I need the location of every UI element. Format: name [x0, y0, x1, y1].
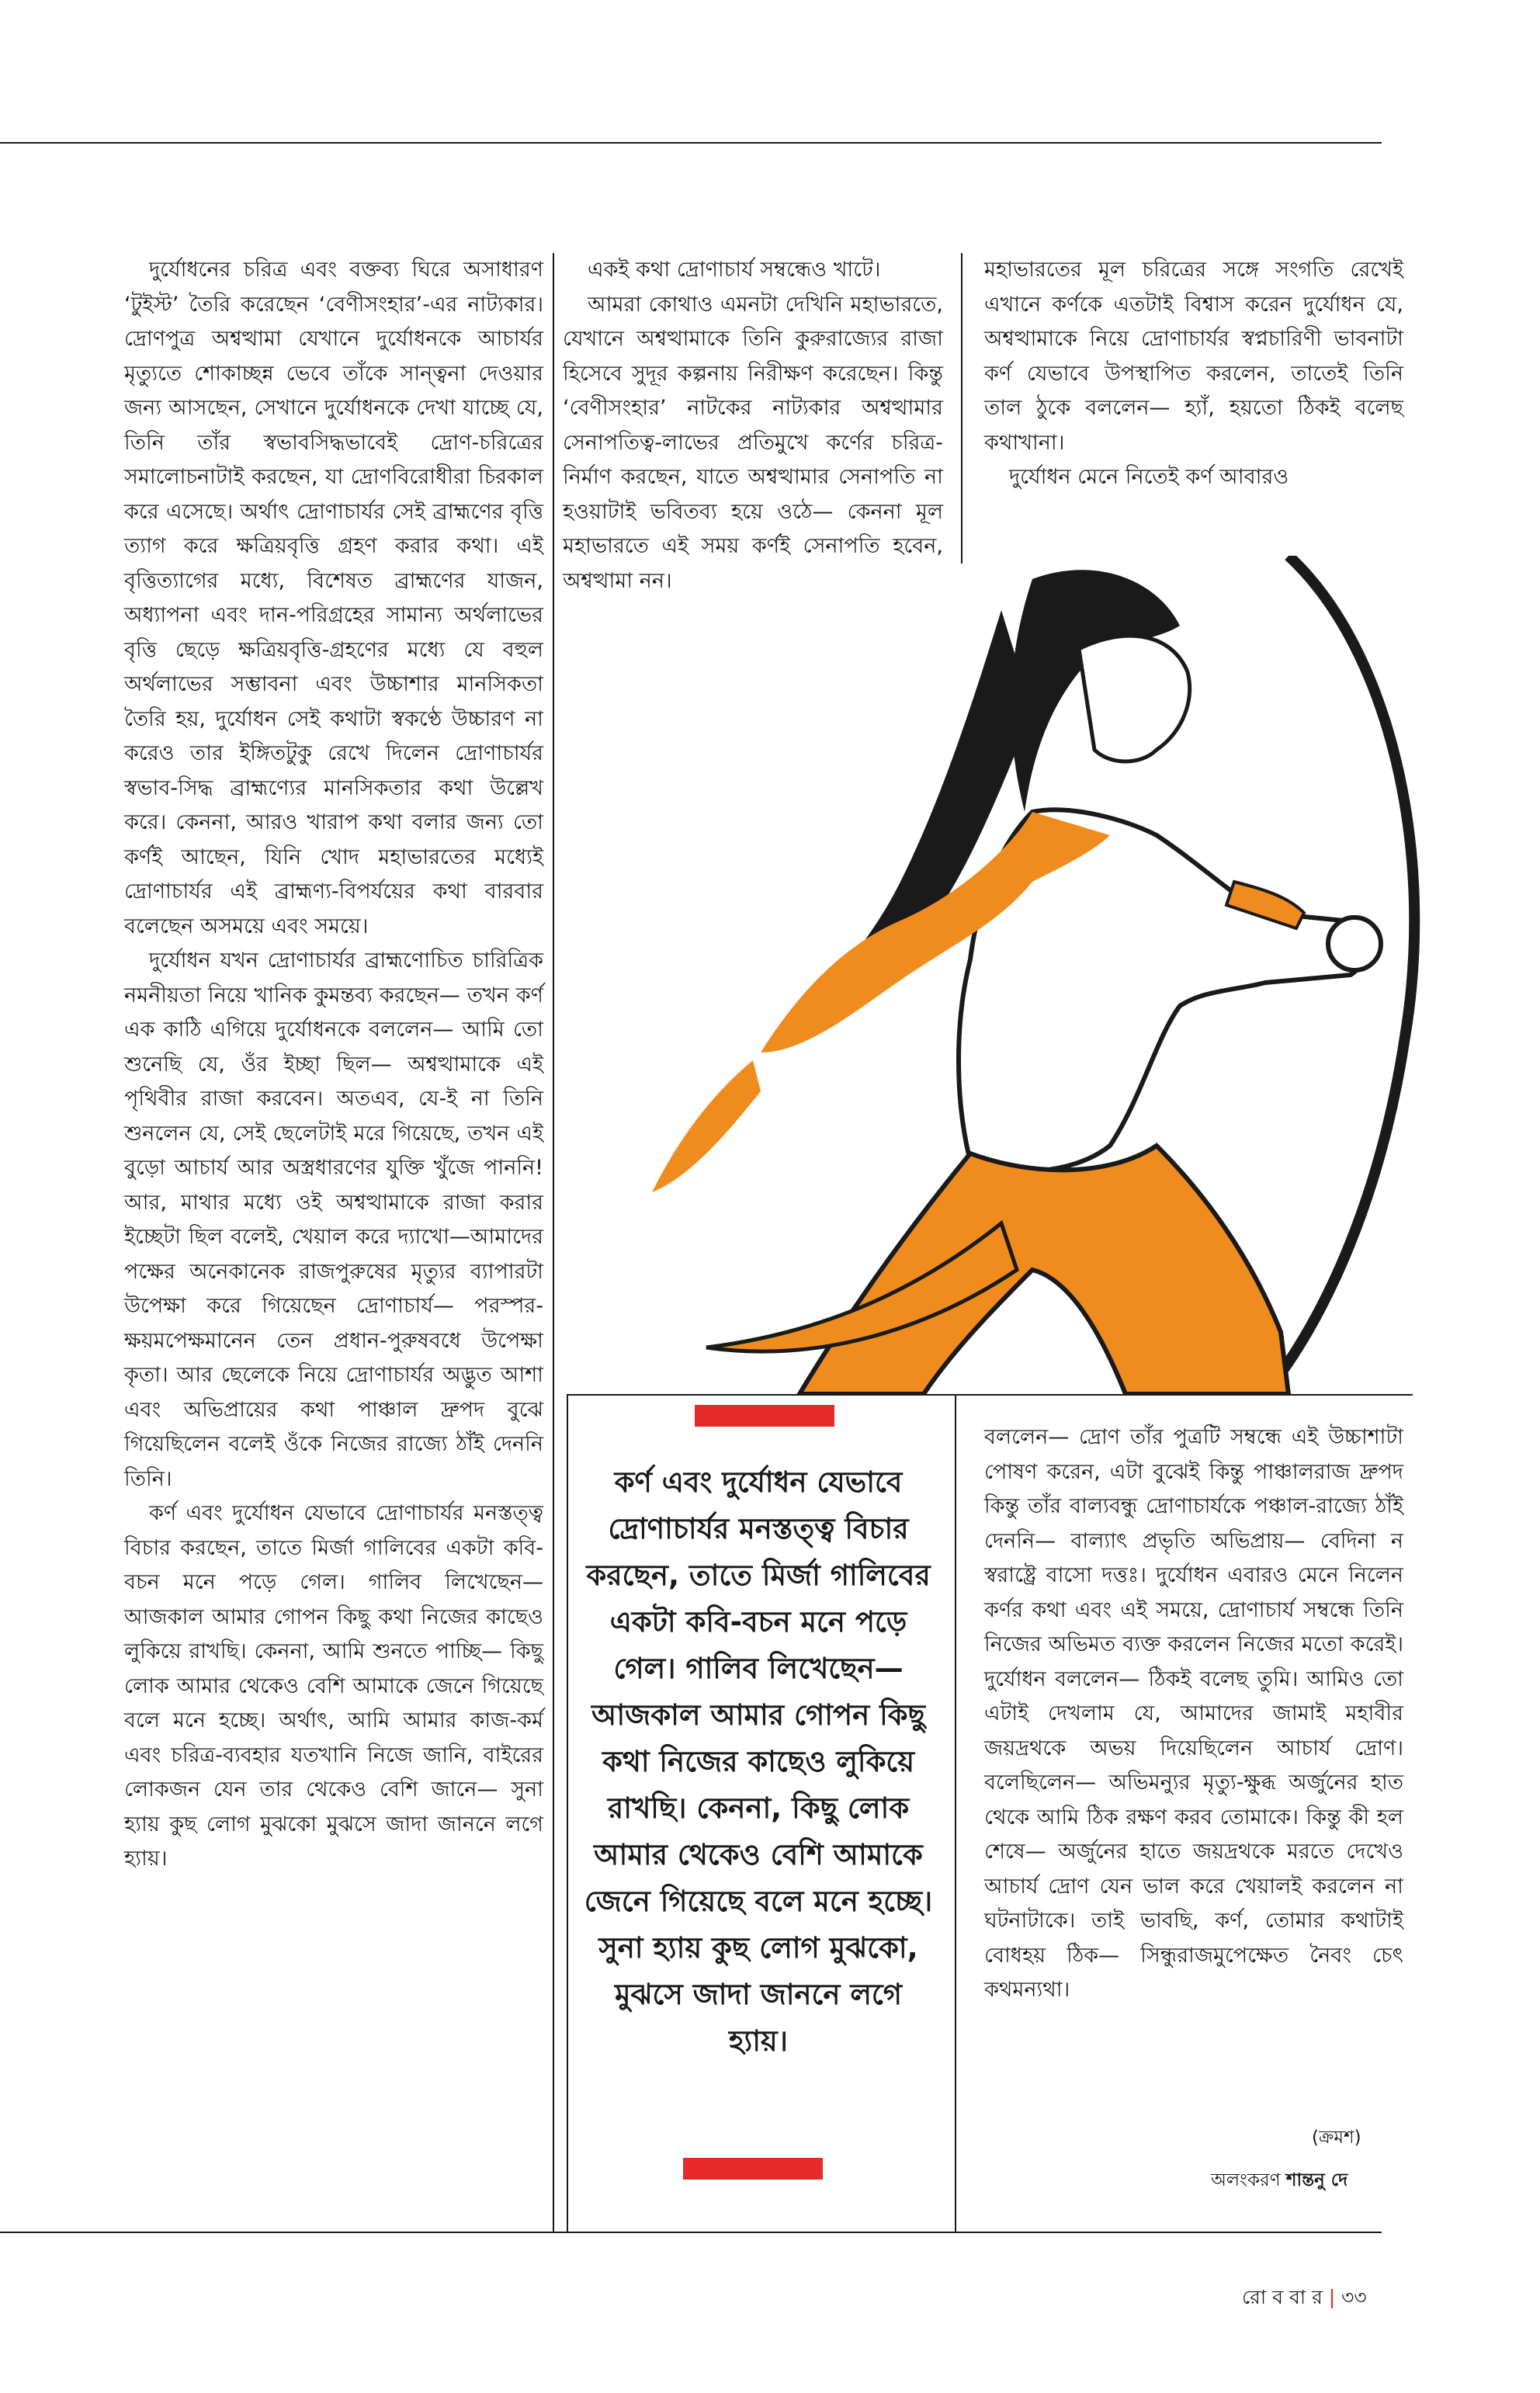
page-footer [1242, 2282, 1367, 2315]
pullquote-left-border [567, 1394, 568, 2232]
karna-archer-illustration [567, 556, 1498, 1394]
magazine-name: রো ব বা র [1242, 2286, 1323, 2308]
article-column-1 [124, 253, 543, 1877]
pullquote-top-bar [695, 1405, 834, 1427]
paragraph: আমরা কোথাও এমনটা দেখিনি মহাভারতে, যেখানে অশ্বত্থামাকে তিনি কুরুরাজ্যের রাজা হিসেবে সুদূর কল্পনায় নিরীক্ষণ করেছেন। কিন্তু ‘বেণীসংহার’ নাটকের নাট্যকার অশ্বত্থামার সেনাপতিত্ব-লাভের প্রতিমুখে কর্ণের চরিত্র-নির্মাণ করছেন, যাতে অশ্বত্থামার সেনাপতি না হওয়াটাই ভবিতব্য হয়ে ওঠে— কেননা মূল মহাভারতে এই সময় কর্ণই সেনাপতি হবেন, অশ্বত্থামা নন। [563, 292, 943, 593]
paragraph: একই কথা দ্রোণাচার্য সম্বন্ধেও খাটে। [588, 258, 881, 282]
paragraph: দুর্যোধন মেনে নিতেই কর্ণ আবারও [1009, 465, 1289, 489]
paragraph: কর্ণ এবং দুর্যোধন যেভাবে দ্রোণাচার্যর মনস্তত্ত্ব বিচার করছেন, তাতে মির্জা গালিবের একটা কবি-বচন মনে পড়ে গেল। গালিব লিখেছেন— আজকাল আমার গোপন কিছু কথা নিজের কাছেও লুকিয়ে রাখছি। কেননা, আমি শুনতে পাচ্ছি— কিছু লোক আমার থেকেও বেশি আমাকে জেনে গিয়েছে বলে মনে হচ্ছে। অর্থাৎ, আমি আমার কাজ-কর্ম এবং চরিত্র-ব্যবহার যতখানি নিজে জানি, বাইরের লোকজন যেন তার থেকেও বেশি জানে— সুনা হ্যায় কুছ লোগ মুঝকো মুঝসে জাদা জাননে লগে হ্যায়। [124, 1501, 543, 1871]
article-column-3 [984, 253, 1403, 495]
column-divider [961, 253, 962, 564]
page-number: ৩৩ [1341, 2286, 1367, 2308]
illustration-credit [1211, 2166, 1348, 2196]
continued-label: (ক্রমশ) [1312, 2128, 1361, 2148]
paragraph: বললেন— দ্রোণ তাঁর পুত্রটি সম্বন্ধে এই উচ্চাশাটা পোষণ করেন, এটা বুঝেই কিন্তু পাঞ্চালরাজ দ্রুপদ কিন্তু তাঁর বাল্যবন্ধু দ্রোণাচার্যকে পঞ্চাল-রাজ্যে ঠাঁই দেননি— বাল্যাৎ প্রভৃতি অভিপ্রায়— বেদিনা ন স্বরাষ্ট্রে বাসো দত্তঃ। দুর্যোধন এবারও মেনে নিলেন কর্ণর কথা এবং এই সময়ে, দ্রোণাচার্য সম্বন্ধে তিনি নিজের অভিমত ব্যক্ত করলেন নিজের মতো করেই। দুর্যোধন বললেন— ঠিকই বলেছ তুমি। আমিও তো এটাই দেখলাম যে, আমাদের জামাই মহাবীর জয়দ্রথকে অভয় দিয়েছিলেন আচার্য দ্রোণ। বলেছিলেন— অভিমন্যুর মৃত্যু-ক্ষুব্ধ অর্জুনের হাত থেকে আমি ঠিক রক্ষণ করব তোমাকে। কিন্তু কী হল শেষে— অর্জুনের হাতে জয়দ্রথকে মরতে দেখেও আচার্য দ্রোণ যেন ভাল করে খেয়ালই করলেন না ঘটনাটাকে। তাই ভাবছি, কর্ণ, তোমার কথাটাই বোধহয় ঠিক— সিন্ধুরাজমুপেক্ষেত নৈবং চেৎ কথমন্যথা। [984, 1425, 1403, 2002]
paragraph: দুর্যোধন যখন দ্রোণাচার্যর ব্রাহ্মণোচিত চারিত্রিক নমনীয়তা নিয়ে খানিক কুমন্তব্য করছেন— তখন কর্ণ এক কাঠি এগিয়ে দুর্যোধনকে বললেন— আমি তো শুনেছি যে, ওঁর ইচ্ছা ছিল— অশ্বত্থামাকে এই পৃথিবীর রাজা করবেন। অতএব, যে-ই না তিনি শুনলেন যে, সেই ছেলেটাই মরে গিয়েছে, তখন এই বুড়ো আচার্য আর অস্ত্রধারণের যুক্তি খুঁজে পাননি! আর, মাথার মধ্যে ওই অশ্বত্থামাকে রাজা করার ইচ্ছেটা ছিল বলেই, খেয়াল করে দ্যাখো—আমাদের পক্ষের অনেকানেক রাজপুরুষের মৃত্যুর ব্যাপারটা উপেক্ষা করে গিয়েছেন দ্রোণাচার্য— পরস্পর-ক্ষয়মপেক্ষমানেন তেন প্রধান-পুরুষবধে উপেক্ষা কৃতা। আর ছেলেকে নিয়ে দ্রোণাচার্যর অদ্ভুত আশা এবং অভিপ্রায়ের কথা পাঞ্চাল দ্রুপদ বুঝে গিয়েছিলেন বলেই ওঁকে নিজের রাজ্যে ঠাঁই দেননি তিনি। [124, 949, 543, 1491]
credit-name: শান্তনু দে [1285, 2170, 1348, 2190]
credit-label: অলংকরণ [1211, 2170, 1281, 2190]
pullquote-bottom-bar [683, 2158, 823, 2180]
footer-separator: | [1328, 2286, 1336, 2308]
pull-quote: কর্ণ এবং দুর্যোধন যেভাবে দ্রোণাচার্যর মনস্তত্ত্ব বিচার করছেন, তাতে মির্জা গালিবের একটা কবি-বচন মনে পড়ে গেল। গালিব লিখেছেন— আজকাল আমার গোপন কিছু কথা নিজের কাছেও লুকিয়ে রাখছি। কেননা, কিছু লোক আমার থেকেও বেশি আমাকে জেনে গিয়েছে বলে মনে হচ্ছে। সুনা হ্যায় কুছ লোগ মুঝকো, মুঝসে জাদা জাননে লগে হ্যায়। [584, 1465, 933, 2058]
paragraph: দুর্যোধনের চরিত্র এবং বক্তব্য ঘিরে অসাধারণ ‘টুইস্ট’ তৈরি করেছেন ‘বেণীসংহার’-এর নাট্যকার। দ্রোণপুত্র অশ্বত্থামা যেখানে দুর্যোধনকে আচার্যর মৃত্যুতে শোকাচ্ছন্ন ভেবে তাঁকে সান্ত্বনা দেওয়ার জন্য আসছেন, সেখানে দুর্যোধনকে দেখা যাচ্ছে যে, তিনি তাঁর স্বভাবসিদ্ধভাবেই দ্রোণ-চরিত্রের সমালোচনাটাই করছেন, যা দ্রোণবিরোধীরা চিরকাল করে এসেছে। অর্থাৎ দ্রোণাচার্যর সেই ব্রাহ্মণের বৃত্তি ত্যাগ করে ক্ষত্রিয়বৃত্তি গ্রহণ করার কথা। এই বৃত্তিত্যাগের মধ্যে, বিশেষত ব্রাহ্মণের যাজন, অধ্যাপনা এবং দান-পরিগ্রহের সামান্য অর্থলাভের বৃত্তি ছেড়ে ক্ষত্রিয়বৃত্তি-গ্রহণের মধ্যে যে বহুল অর্থলাভের সম্ভাবনা এবং উচ্চাশার মানসিকতা তৈরি হয়, দুর্যোধন সেই কথাটা স্বকণ্ঠে উচ্চারণ না করেও তার ইঙ্গিতটুকু রেখে দিলেন দ্রোণাচার্যর স্বভাব-সিদ্ধ ব্রাহ্মণ্যের মানসিকতার কথা উল্লেখ করে। কেননা, আরও খারাপ কথা বলার জন্য তো কর্ণই আছেন, যিনি খোদ মহাভারতের মধ্যেই দ্রোণাচার্যর এই ব্রাহ্মণ্য-বিপর্যয়ের কথা বারবার বলেছেন অসময়ে এবং সময়ে। [124, 258, 543, 938]
bottom-rule [0, 2232, 1382, 2233]
pullquote-right-border [955, 1394, 956, 2232]
article-column-4 [984, 1420, 1403, 2008]
column-divider [553, 253, 554, 2232]
top-rule [0, 142, 1382, 144]
paragraph: মহাভারতের মূল চরিত্রের সঙ্গে সংগতি রেখেই এখানে কর্ণকে এতটাই বিশ্বাস করেন দুর্যোধন যে, অশ্বত্থামাকে নিয়ে দ্রোণাচার্যর স্বপ্নচারিণী ভাবনাটা কর্ণ যেভাবে উপস্থাপিত করলেন, তাতেই তিনি তাল ঠুকে বললেন— হ্যাঁ, হয়তো ঠিকই বলেছ কথাখানা। [984, 258, 1403, 455]
article-column-2 [563, 253, 943, 598]
section-rule [567, 1394, 1413, 1396]
